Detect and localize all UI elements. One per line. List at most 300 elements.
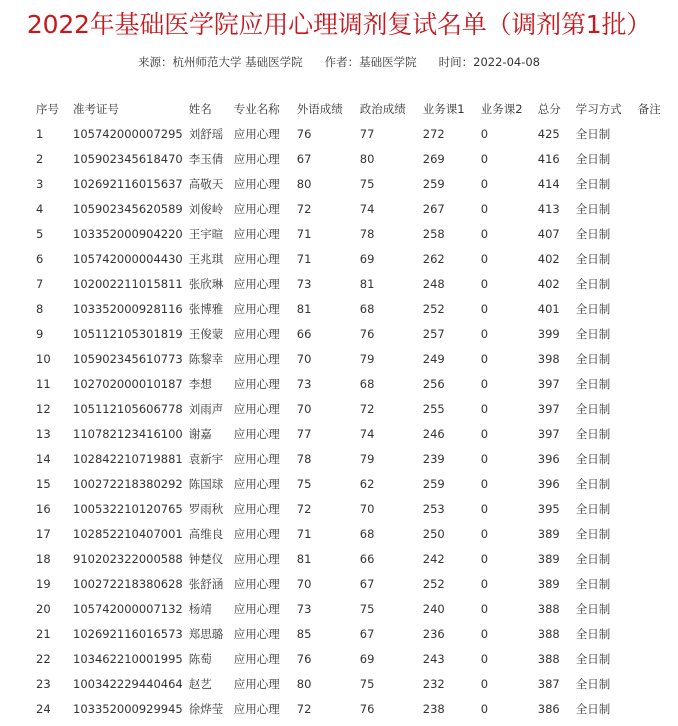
cell-major: 应用心理 xyxy=(233,176,280,191)
cell-course1-score: 236 xyxy=(422,626,445,641)
cell-remark xyxy=(632,496,678,521)
cell-seq: 23 xyxy=(36,676,51,691)
cell-seq: 13 xyxy=(36,426,51,441)
cell-name: 王兆琪 xyxy=(188,251,224,266)
cell-exam-id: 105902345620589 xyxy=(73,201,183,216)
cell-study-mode: 全日制 xyxy=(575,626,611,641)
cell-remark xyxy=(632,321,678,346)
cell-course1-score: 252 xyxy=(422,301,445,316)
cell-politics-score: 68 xyxy=(359,376,375,391)
cell-remark xyxy=(632,371,678,396)
cell-name: 罗雨秋 xyxy=(188,501,224,516)
cell-politics-score: 75 xyxy=(359,176,375,191)
cell-major: 应用心理 xyxy=(233,701,280,716)
page-title: 2022年基础医学院应用心理调剂复试名单（调剂第1批） xyxy=(26,10,652,39)
cell-seq: 22 xyxy=(36,651,51,666)
cell-name: 谢嘉 xyxy=(188,426,212,441)
cell-name: 刘雨声 xyxy=(188,401,224,416)
cell-exam-id: 100532210120765 xyxy=(73,501,183,516)
cell-course2-score: 0 xyxy=(480,351,489,366)
cell-remark xyxy=(632,246,678,271)
cell-major: 应用心理 xyxy=(233,376,280,391)
cell-course1-score: 256 xyxy=(422,376,445,391)
cell-exam-id: 105112105606778 xyxy=(73,401,183,416)
table-row xyxy=(30,521,678,546)
cell-course1-score: 259 xyxy=(422,176,445,191)
column-header-foreign-language-score: 外语成绩 xyxy=(296,102,343,116)
cell-remark xyxy=(632,596,678,621)
cell-major: 应用心理 xyxy=(233,126,280,141)
cell-course1-score: 269 xyxy=(422,151,445,166)
cell-course2-score: 0 xyxy=(480,326,489,341)
table-row xyxy=(30,121,678,146)
cell-foreign-language-score: 80 xyxy=(296,676,312,691)
cell-study-mode: 全日制 xyxy=(575,201,611,216)
cell-name: 李玉倩 xyxy=(188,151,224,166)
cell-seq: 6 xyxy=(36,251,44,266)
cell-seq: 21 xyxy=(36,626,51,641)
cell-politics-score: 69 xyxy=(359,251,375,266)
cell-remark xyxy=(632,221,678,246)
column-header-study-mode: 学习方式 xyxy=(575,102,622,116)
table-header-row xyxy=(30,97,678,121)
cell-total-score: 413 xyxy=(537,201,560,216)
table-row xyxy=(30,196,678,221)
cell-remark xyxy=(632,296,678,321)
table-row xyxy=(30,471,678,496)
cell-politics-score: 76 xyxy=(359,701,375,716)
cell-major: 应用心理 xyxy=(233,326,280,341)
cell-exam-id: 105742000007295 xyxy=(73,126,183,141)
table-row xyxy=(30,146,678,171)
table-row xyxy=(30,296,678,321)
table-row xyxy=(30,396,678,421)
cell-foreign-language-score: 73 xyxy=(296,601,312,616)
cell-study-mode: 全日制 xyxy=(575,576,611,591)
cell-course1-score: 250 xyxy=(422,526,445,541)
table-row xyxy=(30,646,678,671)
cell-course1-score: 249 xyxy=(422,351,445,366)
cell-remark xyxy=(632,171,678,196)
cell-seq: 15 xyxy=(36,476,51,491)
cell-course2-score: 0 xyxy=(480,151,489,166)
cell-name: 郑思璐 xyxy=(188,626,224,641)
cell-major: 应用心理 xyxy=(233,501,280,516)
cell-exam-id: 102692116016573 xyxy=(73,626,183,641)
cell-course1-score: 248 xyxy=(422,276,445,291)
cell-study-mode: 全日制 xyxy=(575,251,611,266)
cell-study-mode: 全日制 xyxy=(575,176,611,191)
cell-total-score: 397 xyxy=(537,426,560,441)
cell-exam-id: 102002211015811 xyxy=(73,276,183,291)
cell-course2-score: 0 xyxy=(480,651,489,666)
meta-source: 来源：杭州师范大学 基础医学院 xyxy=(138,55,303,69)
cell-total-score: 399 xyxy=(537,326,560,341)
cell-name: 赵艺 xyxy=(188,676,212,691)
cell-foreign-language-score: 71 xyxy=(296,526,312,541)
cell-total-score: 397 xyxy=(537,376,560,391)
cell-course2-score: 0 xyxy=(480,626,489,641)
cell-foreign-language-score: 71 xyxy=(296,226,312,241)
cell-course2-score: 0 xyxy=(480,676,489,691)
cell-name: 王俊蒙 xyxy=(188,326,224,341)
cell-remark xyxy=(632,346,678,371)
cell-course1-score: 238 xyxy=(422,701,445,716)
cell-politics-score: 79 xyxy=(359,451,375,466)
cell-total-score: 386 xyxy=(537,701,560,716)
cell-course2-score: 0 xyxy=(480,451,489,466)
cell-remark xyxy=(632,671,678,696)
cell-foreign-language-score: 73 xyxy=(296,376,312,391)
cell-study-mode: 全日制 xyxy=(575,651,611,666)
cell-study-mode: 全日制 xyxy=(575,126,611,141)
cell-politics-score: 70 xyxy=(359,501,375,516)
cell-foreign-language-score: 76 xyxy=(296,126,312,141)
column-header-major: 专业名称 xyxy=(233,102,280,116)
cell-remark xyxy=(632,146,678,171)
cell-study-mode: 全日制 xyxy=(575,226,611,241)
cell-exam-id: 105902345618470 xyxy=(73,151,183,166)
cell-name: 刘俊岭 xyxy=(188,201,224,216)
table-row xyxy=(30,621,678,646)
cell-foreign-language-score: 67 xyxy=(296,151,312,166)
cell-course2-score: 0 xyxy=(480,476,489,491)
cell-total-score: 388 xyxy=(537,601,560,616)
cell-total-score: 396 xyxy=(537,451,560,466)
article-meta xyxy=(0,54,678,70)
cell-major: 应用心理 xyxy=(233,676,280,691)
cell-politics-score: 79 xyxy=(359,351,375,366)
cell-exam-id: 100342229440464 xyxy=(73,676,183,691)
cell-exam-id: 103352000904220 xyxy=(73,226,183,241)
table-row xyxy=(30,571,678,596)
cell-seq: 20 xyxy=(36,601,51,616)
cell-course2-score: 0 xyxy=(480,551,489,566)
table-row xyxy=(30,596,678,621)
cell-course2-score: 0 xyxy=(480,226,489,241)
cell-politics-score: 74 xyxy=(359,426,375,441)
cell-remark xyxy=(632,121,678,146)
cell-course1-score: 232 xyxy=(422,676,445,691)
cell-course2-score: 0 xyxy=(480,426,489,441)
cell-name: 张博雅 xyxy=(188,301,224,316)
cell-politics-score: 66 xyxy=(359,551,375,566)
cell-foreign-language-score: 76 xyxy=(296,651,312,666)
cell-study-mode: 全日制 xyxy=(575,526,611,541)
cell-exam-id: 910202322000588 xyxy=(73,551,183,566)
cell-total-score: 398 xyxy=(537,351,560,366)
cell-total-score: 389 xyxy=(537,551,560,566)
cell-seq: 7 xyxy=(36,276,44,291)
cell-major: 应用心理 xyxy=(233,401,280,416)
cell-exam-id: 100272218380292 xyxy=(73,476,183,491)
meta-author: 作者：基础医学院 xyxy=(324,55,417,69)
cell-major: 应用心理 xyxy=(233,651,280,666)
column-header-remark: 备注 xyxy=(637,102,661,116)
cell-course1-score: 239 xyxy=(422,451,445,466)
cell-politics-score: 67 xyxy=(359,626,375,641)
cell-remark xyxy=(632,421,678,446)
cell-politics-score: 75 xyxy=(359,676,375,691)
meta-time: 时间：2022-04-08 xyxy=(438,55,540,69)
cell-seq: 24 xyxy=(36,701,51,716)
cell-politics-score: 68 xyxy=(359,301,375,316)
cell-foreign-language-score: 78 xyxy=(296,451,312,466)
table-row xyxy=(30,696,678,721)
cell-remark xyxy=(632,271,678,296)
cell-seq: 16 xyxy=(36,501,51,516)
cell-course1-score: 272 xyxy=(422,126,445,141)
cell-name: 高敬天 xyxy=(188,176,224,191)
column-header-seq: 序号 xyxy=(36,102,59,116)
cell-major: 应用心理 xyxy=(233,301,280,316)
cell-total-score: 397 xyxy=(537,401,560,416)
cell-foreign-language-score: 72 xyxy=(296,201,312,216)
cell-course1-score: 262 xyxy=(422,251,445,266)
cell-major: 应用心理 xyxy=(233,226,280,241)
table-row xyxy=(30,271,678,296)
cell-foreign-language-score: 73 xyxy=(296,276,312,291)
cell-exam-id: 103352000928116 xyxy=(73,301,183,316)
cell-seq: 18 xyxy=(36,551,51,566)
cell-seq: 12 xyxy=(36,401,51,416)
cell-foreign-language-score: 72 xyxy=(296,701,312,716)
cell-study-mode: 全日制 xyxy=(575,551,611,566)
cell-major: 应用心理 xyxy=(233,251,280,266)
cell-study-mode: 全日制 xyxy=(575,276,611,291)
column-header-course1-score: 业务课1 xyxy=(422,102,465,116)
cell-name: 刘舒瑶 xyxy=(188,126,224,141)
table-row xyxy=(30,421,678,446)
cell-seq: 8 xyxy=(36,301,44,316)
cell-seq: 14 xyxy=(36,451,51,466)
cell-exam-id: 105112105301819 xyxy=(73,326,183,341)
cell-exam-id: 105742000004430 xyxy=(73,251,183,266)
cell-course2-score: 0 xyxy=(480,501,489,516)
cell-foreign-language-score: 81 xyxy=(296,551,312,566)
cell-name: 钟楚仪 xyxy=(188,551,224,566)
cell-exam-id: 103462210001995 xyxy=(73,651,183,666)
cell-major: 应用心理 xyxy=(233,476,280,491)
cell-seq: 10 xyxy=(36,351,51,366)
cell-exam-id: 103352000929945 xyxy=(73,701,183,716)
cell-politics-score: 81 xyxy=(359,276,375,291)
cell-course2-score: 0 xyxy=(480,601,489,616)
cell-total-score: 416 xyxy=(537,151,560,166)
cell-foreign-language-score: 70 xyxy=(296,576,312,591)
cell-study-mode: 全日制 xyxy=(575,501,611,516)
cell-seq: 5 xyxy=(36,226,44,241)
cell-foreign-language-score: 70 xyxy=(296,401,312,416)
cell-remark xyxy=(632,546,678,571)
cell-total-score: 401 xyxy=(537,301,560,316)
cell-study-mode: 全日制 xyxy=(575,301,611,316)
table-row xyxy=(30,221,678,246)
cell-politics-score: 77 xyxy=(359,126,375,141)
cell-total-score: 389 xyxy=(537,526,560,541)
cell-exam-id: 105742000007132 xyxy=(73,601,183,616)
cell-study-mode: 全日制 xyxy=(575,326,611,341)
cell-course2-score: 0 xyxy=(480,376,489,391)
cell-study-mode: 全日制 xyxy=(575,601,611,616)
table-row xyxy=(30,446,678,471)
cell-course1-score: 240 xyxy=(422,601,445,616)
cell-seq: 9 xyxy=(36,326,44,341)
cell-politics-score: 80 xyxy=(359,151,375,166)
cell-remark xyxy=(632,646,678,671)
cell-course1-score: 253 xyxy=(422,501,445,516)
cell-remark xyxy=(632,621,678,646)
cell-exam-id: 100272218380628 xyxy=(73,576,183,591)
cell-course1-score: 255 xyxy=(422,401,445,416)
cell-remark xyxy=(632,196,678,221)
cell-course1-score: 252 xyxy=(422,576,445,591)
cell-major: 应用心理 xyxy=(233,526,280,541)
column-header-exam-id: 准考证号 xyxy=(73,102,119,116)
cell-foreign-language-score: 72 xyxy=(296,501,312,516)
cell-major: 应用心理 xyxy=(233,351,280,366)
cell-politics-score: 74 xyxy=(359,201,375,216)
cell-course1-score: 242 xyxy=(422,551,445,566)
cell-course2-score: 0 xyxy=(480,276,489,291)
cell-total-score: 402 xyxy=(537,276,560,291)
cell-remark xyxy=(632,696,678,721)
cell-course1-score: 259 xyxy=(422,476,445,491)
cell-politics-score: 78 xyxy=(359,226,375,241)
table-row xyxy=(30,171,678,196)
cell-course2-score: 0 xyxy=(480,251,489,266)
cell-seq: 17 xyxy=(36,526,51,541)
cell-remark xyxy=(632,446,678,471)
cell-remark xyxy=(632,396,678,421)
cell-course2-score: 0 xyxy=(480,176,489,191)
cell-study-mode: 全日制 xyxy=(575,701,611,716)
cell-foreign-language-score: 70 xyxy=(296,351,312,366)
cell-total-score: 389 xyxy=(537,576,560,591)
column-header-total-score: 总分 xyxy=(537,102,561,116)
cell-name: 李想 xyxy=(188,376,212,391)
cell-politics-score: 62 xyxy=(359,476,375,491)
table-row xyxy=(30,321,678,346)
cell-foreign-language-score: 77 xyxy=(296,426,312,441)
cell-name: 袁新宇 xyxy=(188,451,224,466)
cell-course1-score: 267 xyxy=(422,201,445,216)
column-header-name: 姓名 xyxy=(188,102,212,116)
table-row xyxy=(30,496,678,521)
cell-study-mode: 全日制 xyxy=(575,476,611,491)
cell-foreign-language-score: 85 xyxy=(296,626,312,641)
cell-major: 应用心理 xyxy=(233,576,280,591)
cell-study-mode: 全日制 xyxy=(575,426,611,441)
column-header-course2-score: 业务课2 xyxy=(480,102,523,116)
cell-politics-score: 76 xyxy=(359,326,375,341)
cell-foreign-language-score: 75 xyxy=(296,476,312,491)
column-header-politics-score: 政治成绩 xyxy=(359,102,406,116)
cell-major: 应用心理 xyxy=(233,426,280,441)
cell-major: 应用心理 xyxy=(233,201,280,216)
cell-name: 张欣琳 xyxy=(188,276,224,291)
cell-total-score: 407 xyxy=(537,226,560,241)
cell-course1-score: 243 xyxy=(422,651,445,666)
cell-seq: 3 xyxy=(36,176,44,191)
cell-study-mode: 全日制 xyxy=(575,676,611,691)
cell-politics-score: 72 xyxy=(359,401,375,416)
cell-name: 王宇暄 xyxy=(188,226,224,241)
cell-name: 陈国球 xyxy=(188,476,224,491)
cell-course2-score: 0 xyxy=(480,126,489,141)
cell-major: 应用心理 xyxy=(233,551,280,566)
table-row xyxy=(30,671,678,696)
cell-major: 应用心理 xyxy=(233,601,280,616)
cell-exam-id: 102692116015637 xyxy=(73,176,183,191)
table-row xyxy=(30,346,678,371)
cell-exam-id: 102842210719881 xyxy=(73,451,183,466)
cell-politics-score: 75 xyxy=(359,601,375,616)
cell-course2-score: 0 xyxy=(480,701,489,716)
cell-exam-id: 110782123416100 xyxy=(73,426,183,441)
cell-course2-score: 0 xyxy=(480,526,489,541)
cell-seq: 2 xyxy=(36,151,44,166)
cell-total-score: 388 xyxy=(537,651,560,666)
cell-course1-score: 246 xyxy=(422,426,445,441)
cell-politics-score: 67 xyxy=(359,576,375,591)
cell-total-score: 402 xyxy=(537,251,560,266)
cell-course2-score: 0 xyxy=(480,201,489,216)
cell-total-score: 395 xyxy=(537,501,560,516)
cell-course2-score: 0 xyxy=(480,576,489,591)
cell-foreign-language-score: 80 xyxy=(296,176,312,191)
cell-politics-score: 69 xyxy=(359,651,375,666)
cell-study-mode: 全日制 xyxy=(575,151,611,166)
cell-course1-score: 257 xyxy=(422,326,445,341)
cell-course2-score: 0 xyxy=(480,401,489,416)
cell-total-score: 414 xyxy=(537,176,560,191)
cell-seq: 19 xyxy=(36,576,51,591)
cell-major: 应用心理 xyxy=(233,151,280,166)
cell-seq: 1 xyxy=(36,126,44,141)
cell-total-score: 396 xyxy=(537,476,560,491)
candidate-table xyxy=(30,97,678,721)
cell-course2-score: 0 xyxy=(480,301,489,316)
cell-name: 杨靖 xyxy=(188,601,212,616)
cell-major: 应用心理 xyxy=(233,451,280,466)
table-row xyxy=(30,546,678,571)
cell-course1-score: 258 xyxy=(422,226,445,241)
cell-total-score: 388 xyxy=(537,626,560,641)
cell-exam-id: 102702000010187 xyxy=(73,376,183,391)
cell-politics-score: 68 xyxy=(359,526,375,541)
cell-foreign-language-score: 66 xyxy=(296,326,312,341)
cell-exam-id: 102852210407001 xyxy=(73,526,183,541)
cell-study-mode: 全日制 xyxy=(575,451,611,466)
cell-major: 应用心理 xyxy=(233,276,280,291)
cell-study-mode: 全日制 xyxy=(575,376,611,391)
cell-foreign-language-score: 81 xyxy=(296,301,312,316)
cell-seq: 11 xyxy=(36,376,51,391)
cell-remark xyxy=(632,521,678,546)
cell-name: 高维良 xyxy=(188,526,224,541)
cell-seq: 4 xyxy=(36,201,44,216)
table-row xyxy=(30,371,678,396)
cell-name: 徐烨莹 xyxy=(188,701,224,716)
cell-study-mode: 全日制 xyxy=(575,351,611,366)
cell-foreign-language-score: 71 xyxy=(296,251,312,266)
cell-name: 张舒涵 xyxy=(188,576,224,591)
table-row xyxy=(30,246,678,271)
cell-remark xyxy=(632,471,678,496)
cell-name: 陈萄 xyxy=(188,651,212,666)
table-body xyxy=(30,121,678,721)
